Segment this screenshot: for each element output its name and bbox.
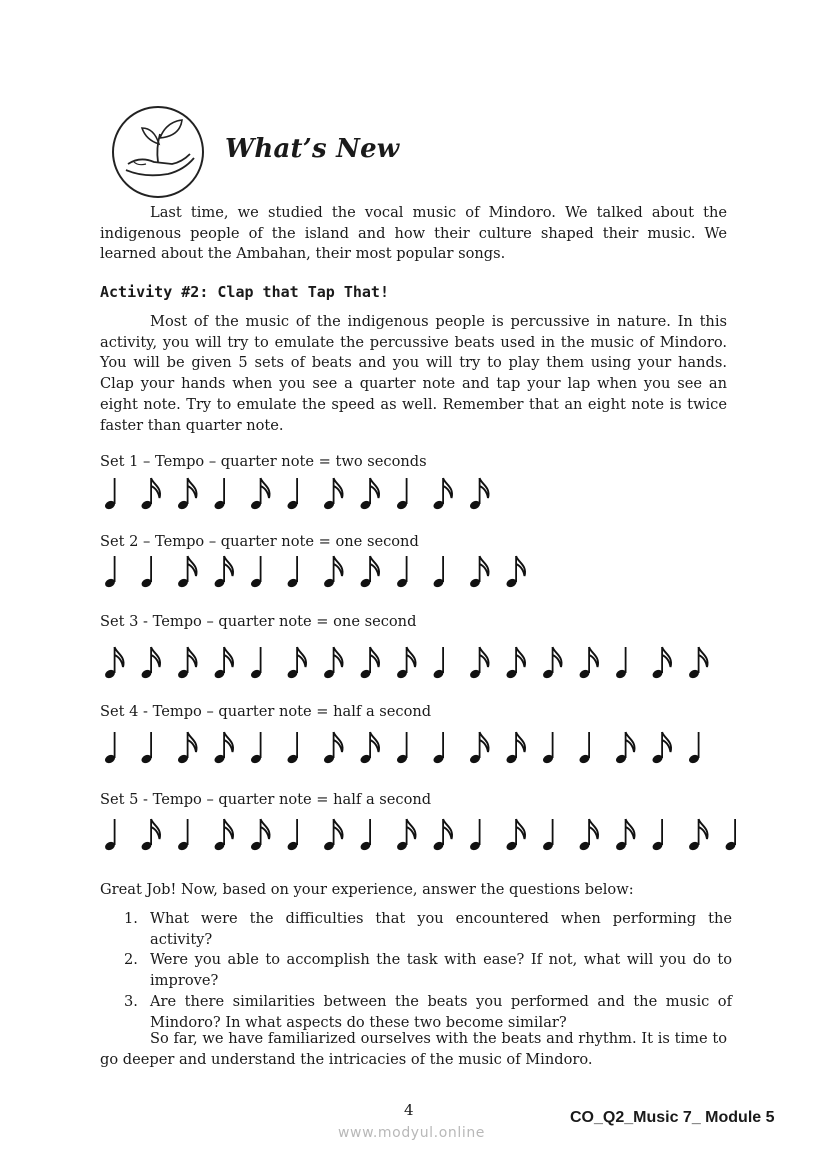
eighth-note-icon: [177, 732, 197, 765]
eighth-note-icon: [323, 819, 343, 852]
eighth-note-icon: [213, 819, 233, 852]
quarter-note-icon: [140, 556, 153, 589]
quarter-note-icon: [177, 819, 190, 852]
eighth-note-icon: [578, 647, 598, 680]
eighth-note-icon: [432, 478, 452, 511]
eighth-note-icon: [688, 647, 708, 680]
eighth-note-icon: [140, 647, 160, 680]
set-2-notes: [98, 552, 738, 594]
eighth-note-icon: [213, 647, 233, 680]
eighth-note-icon: [469, 556, 489, 589]
eighth-note-icon: [323, 732, 343, 765]
quarter-note-icon: [432, 556, 445, 589]
intro-paragraph: Last time, we studied the vocal music of Mindoro. We talked about the indigenous people of the island and how their culture shaped their music. We learned about the Ambahan, their most popular songs.: [100, 204, 727, 263]
quarter-note-icon: [140, 732, 153, 765]
eighth-note-icon: [615, 819, 635, 852]
eighth-note-icon: [250, 478, 270, 511]
quarter-note-icon: [104, 732, 117, 765]
question-item: [124, 992, 732, 1033]
question-number: 3.: [124, 992, 138, 1010]
set-1-notes: [98, 474, 738, 516]
eighth-note-icon: [359, 647, 379, 680]
eighth-note-icon: [651, 732, 671, 765]
eighth-note-icon: [469, 732, 489, 765]
question-text: Were you able to accomplish the task with ease? If not, what will you do to improve?: [150, 951, 732, 990]
question-item: [124, 909, 732, 950]
eighth-note-icon: [104, 647, 124, 680]
quarter-note-icon: [250, 647, 263, 680]
eighth-note-icon: [469, 478, 489, 511]
activity-title: Activity #2: Clap that Tap That!: [100, 283, 389, 301]
quarter-note-icon: [104, 478, 117, 511]
eighth-note-icon: [505, 556, 525, 589]
quarter-note-icon: [724, 819, 737, 852]
quarter-note-icon: [286, 478, 299, 511]
question-text: What were the difficulties that you encountered when performing the activity?: [150, 910, 732, 948]
set-4-notes: [98, 728, 738, 770]
quarter-note-icon: [469, 819, 482, 852]
set-1-label: Set 1 – Tempo – quarter note = two seconds: [100, 453, 427, 470]
quarter-note-icon: [542, 732, 555, 765]
question-number: 1.: [124, 910, 138, 927]
eighth-note-icon: [323, 556, 343, 589]
eighth-note-icon: [213, 732, 233, 765]
question-number: 2.: [124, 951, 138, 969]
eighth-note-icon: [469, 647, 489, 680]
eighth-note-icon: [323, 647, 343, 680]
eighth-note-icon: [177, 556, 197, 589]
quarter-note-icon: [250, 556, 263, 589]
eighth-note-icon: [651, 647, 671, 680]
set-3-label: Set 3 - Tempo – quarter note = one second: [100, 613, 417, 630]
quarter-note-icon: [286, 819, 299, 852]
quarter-note-icon: [104, 819, 117, 852]
question-item: [124, 950, 732, 991]
eighth-note-icon: [578, 819, 598, 852]
eighth-note-icon: [505, 647, 525, 680]
eighth-note-icon: [323, 478, 343, 511]
page-number: 4: [404, 1101, 414, 1119]
watermark: www.modyul.online: [338, 1125, 486, 1141]
quarter-note-icon: [396, 478, 409, 511]
quarter-note-icon: [432, 647, 445, 680]
page-title: What’s New: [225, 134, 400, 164]
quarter-note-icon: [578, 732, 591, 765]
eighth-note-icon: [177, 647, 197, 680]
eighth-note-icon: [177, 478, 197, 511]
eighth-note-icon: [432, 819, 452, 852]
eighth-note-icon: [359, 556, 379, 589]
quarter-note-icon: [359, 819, 372, 852]
question-list: [100, 909, 732, 1033]
eighth-note-icon: [359, 478, 379, 511]
eighth-note-icon: [505, 732, 525, 765]
closing-paragraph: So far, we have familiarized ourselves with the beats and rhythm. It is time to go deeper and understand the intricacies of the music of Mindoro.: [100, 1030, 727, 1068]
set-3-notes: [98, 643, 738, 685]
quarter-note-icon: [104, 556, 117, 589]
eighth-note-icon: [396, 819, 416, 852]
eighth-note-icon: [359, 732, 379, 765]
quarter-note-icon: [286, 732, 299, 765]
set-5-label: Set 5 - Tempo – quarter note = half a second: [100, 791, 432, 808]
quarter-note-icon: [213, 478, 226, 511]
quarter-note-icon: [542, 819, 555, 852]
eighth-note-icon: [286, 647, 306, 680]
set-5-notes: [98, 815, 738, 857]
eighth-note-icon: [688, 819, 708, 852]
eighth-note-icon: [505, 819, 525, 852]
quarter-note-icon: [286, 556, 299, 589]
quarter-note-icon: [688, 732, 701, 765]
quarter-note-icon: [396, 732, 409, 765]
quarter-note-icon: [432, 732, 445, 765]
hands-holding-seedling-icon: [110, 104, 206, 200]
followup-intro: Great Job! Now, based on your experience, answer the questions below:: [100, 881, 634, 898]
question-text: Are there similarities between the beats you performed and the music of Mindoro? In what aspects do these two become similar?: [150, 992, 732, 1031]
activity-paragraph: Most of the music of the indigenous people is percussive in nature. In this activity, you will try to emulate the percussive beats used in the music of Mindoro. You will be given 5 sets of beats and you will try to play them using your hands. Clap your hands when you see a quarter note and tap your lap when you see an eight note. Try to emulate the speed as well. Remember that an eight note is twice faster than quarter note.: [100, 313, 727, 434]
quarter-note-icon: [651, 819, 664, 852]
set-2-label: Set 2 – Tempo – quarter note = one second: [100, 533, 419, 550]
eighth-note-icon: [396, 647, 416, 680]
eighth-note-icon: [140, 478, 160, 511]
set-4-label: Set 4 - Tempo – quarter note = half a second: [100, 703, 432, 720]
eighth-note-icon: [542, 647, 562, 680]
quarter-note-icon: [250, 732, 263, 765]
eighth-note-icon: [615, 732, 635, 765]
quarter-note-icon: [396, 556, 409, 589]
eighth-note-icon: [140, 819, 160, 852]
quarter-note-icon: [615, 647, 628, 680]
module-code: CO_Q2_Music 7_ Module 5: [570, 1109, 775, 1126]
eighth-note-icon: [213, 556, 233, 589]
eighth-note-icon: [250, 819, 270, 852]
